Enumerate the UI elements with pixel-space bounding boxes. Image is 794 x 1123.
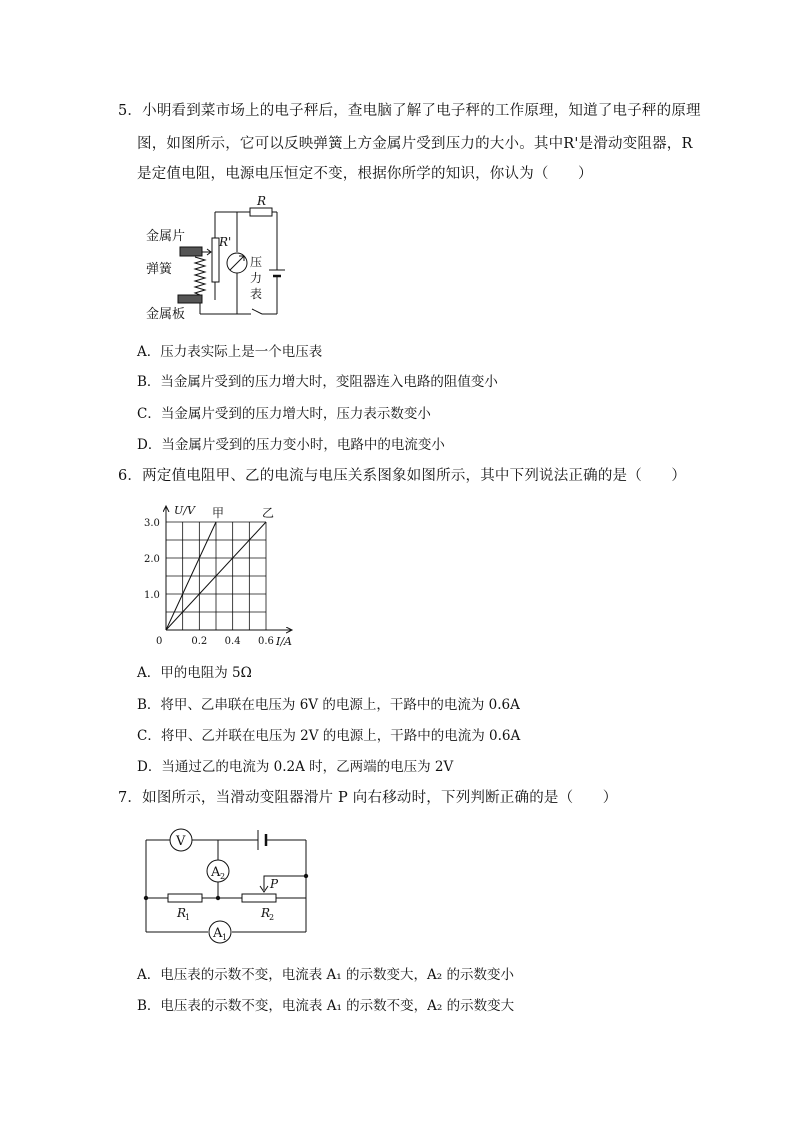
q5-stem-line-1: 5．小明看到菜市场上的电子秤后，查电脑了解了电子秤的工作原理，知道了电子秤的原理 [118,103,701,119]
q6-ylabel: U/V [174,504,195,517]
q7-label-A1-sub: 1 [222,933,228,942]
q5-option-d: D．当金属片受到的压力变小时，电路中的电流变小 [137,437,445,453]
q5-option-b: B．当金属片受到的压力增大时，变阻器连入电路的阻值变小 [137,374,498,390]
q6-option-b: B．将甲、乙串联在电压为 6V 的电源上，干路中的电流为 0.6A [137,697,520,713]
q5-label-meter-1: 压 [250,255,263,269]
q7-label-P: P [270,877,279,891]
q5-label-meter-3: 表 [250,287,263,301]
q6-x-tick-label: 0.6 [258,636,274,647]
q5-rheostat-Rprime [212,238,219,282]
q6-y-tick-label: 3.0 [144,518,160,529]
q5-label-sheet: 金属片 [146,229,186,244]
q7-label-A2: A [211,865,221,880]
q7-label-R2-sub: 2 [269,913,275,922]
q7-label-R1-sub: 1 [185,913,191,922]
q7-label-R1: R [177,906,187,920]
q6-series-label-2: 乙 [262,506,275,520]
q5-option-a: A．压力表实际上是一个电压表 [137,344,323,360]
q6-iu-chart [140,500,300,650]
q6-y-tick-label: 1.0 [144,590,160,601]
q5-spring [195,257,205,295]
q5-label-spring: 弹簧 [146,262,173,277]
q7-stem: 7．如图所示，当滑动变阻器滑片 P 向右移动时，下列判断正确的是（ ） [118,790,618,806]
q5-option-c: C．当金属片受到的压力增大时，压力表示数变小 [137,406,431,422]
q7-option-a: A．电压表的示数不变，电流表 A₁ 的示数变大，A₂ 的示数变小 [137,967,514,983]
q5-metal-plate [178,295,202,303]
q7-resistor-R1 [168,894,202,902]
q7-rheostat-R2 [242,894,276,902]
q7-label-R2: R [261,906,271,920]
q5-resistor-R [250,208,272,216]
q6-y-tick-label: 2.0 [144,554,160,565]
q5-circuit-diagram [140,190,310,330]
q6-stem: 6．两定值电阻甲、乙的电流与电压关系图象如图所示，其中下列说法正确的是（ ） [118,468,687,484]
q5-switch-blade [252,309,262,314]
q6-series-label-1: 甲 [212,506,225,520]
q7-label-A1: A [213,926,223,941]
q7-label-A2-sub: 2 [220,872,226,881]
q6-x-tick-label: 0 [156,636,163,647]
q5-label-meter-2: 力 [250,271,263,285]
q5-label-Rprime: R' [219,235,232,249]
q5-label-plate: 金属板 [146,307,186,322]
q7-circuit-diagram [140,820,320,950]
q7-option-b: B．电压表的示数不变，电流表 A₁ 的示数不变，A₂ 的示数变大 [137,998,515,1014]
q5-metal-sheet [180,247,202,256]
q6-x-tick-label: 0.2 [191,636,208,647]
q5-stem-line-2: 图，如图所示，它可以反映弹簧上方金属片受到压力的大小。其中R'是滑动变阻器，R [137,136,693,152]
q6-xlabel: I/A [276,635,292,648]
q6-option-a: A．甲的电阻为 5Ω [137,665,252,681]
q6-option-c: C．将甲、乙并联在电压为 2V 的电源上，干路中的电流为 0.6A [137,728,521,744]
q5-label-R: R [257,194,267,208]
q6-option-d: D．当通过乙的电流为 0.2A 时，乙两端的电压为 2V [137,759,454,775]
q6-x-tick-label: 0.4 [224,636,241,647]
q7-label-V: V [176,834,186,849]
q5-stem-line-3: 是定值电阻，电源电压恒定不变，根据你所学的知识，你认为（ ） [137,166,593,182]
